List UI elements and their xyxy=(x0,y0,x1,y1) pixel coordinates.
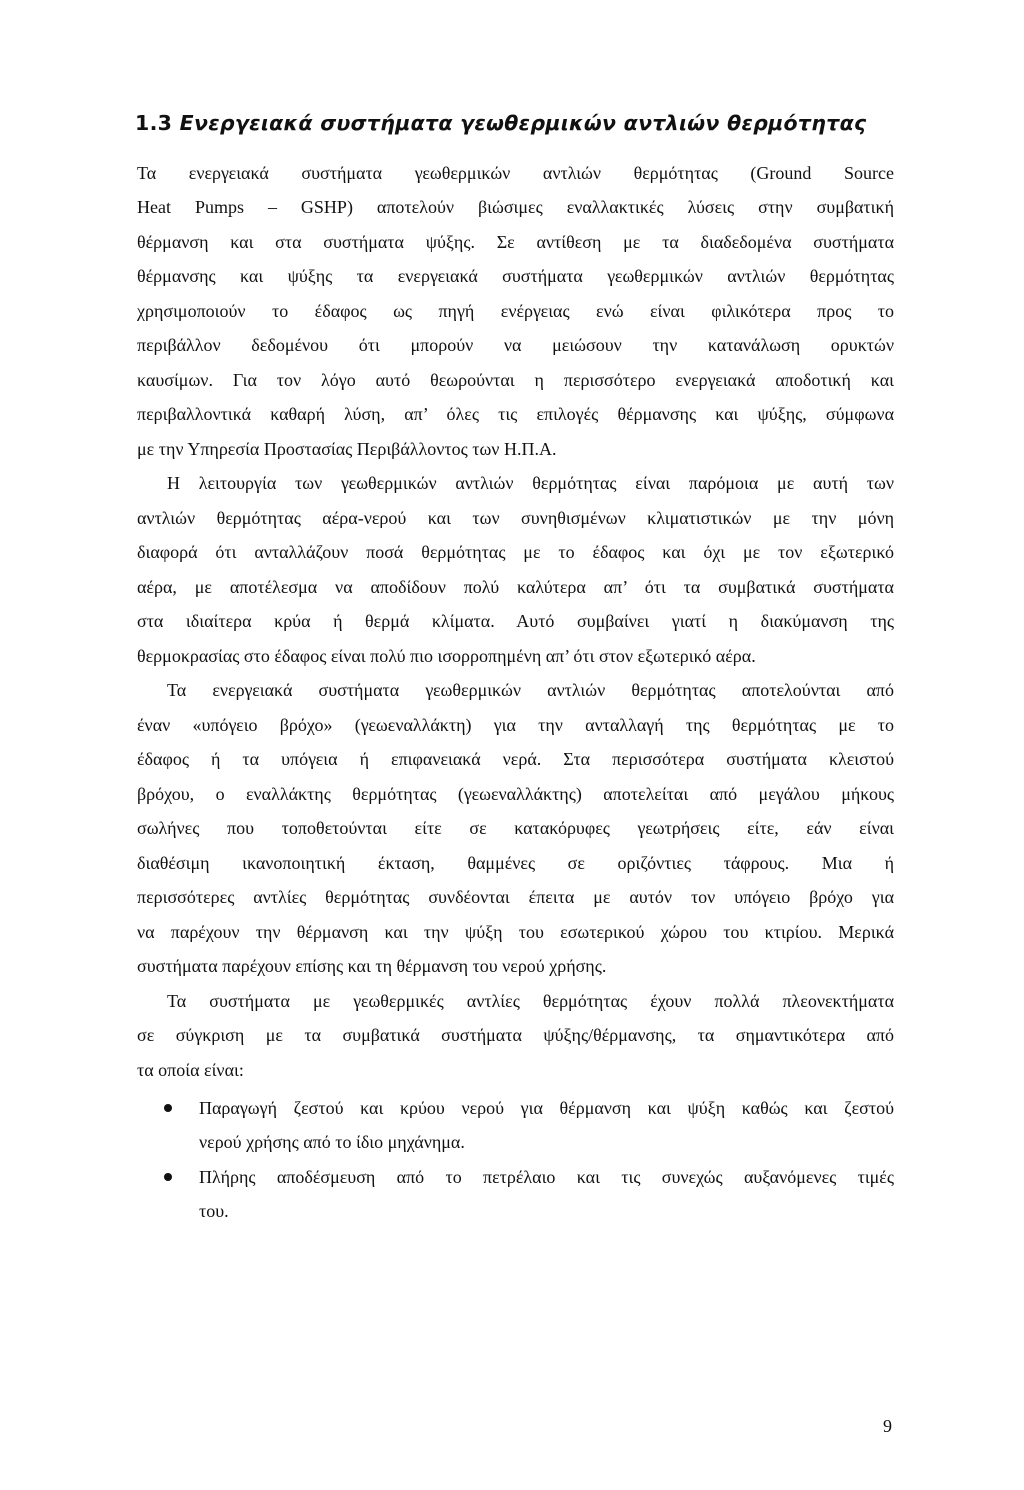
paragraph-line: Τα ενεργειακά συστήματα γεωθερμικών αντλιών θερμότητας αποτελούνται από xyxy=(167,680,894,700)
paragraph-line: Heat Pumps – GSHP) αποτελούν βιώσιμες εναλλακτικές λύσεις στην συμβατική xyxy=(137,197,894,217)
bullet-icon xyxy=(164,1104,172,1112)
paragraph-line: θέρμανσης και ψύξης τα ενεργειακά συστήματα γεωθερμικών αντλιών θερμότητας xyxy=(137,266,894,286)
paragraph-line: στα ιδιαίτερα κρύα ή θερμά κλίματα. Αυτό συμβαίνει γιατί η διακύμανση της xyxy=(137,611,894,631)
paragraph-line: συστήματα παρέχουν επίσης και τη θέρμανση του νερού χρήσης. xyxy=(137,956,607,976)
paragraph-line: με την Υπηρεσία Προστασίας Περιβάλλοντος των Η.Π.Α. xyxy=(137,439,557,459)
section-title: Ενεργειακά συστήματα γεωθερμικών αντλιών θερμότητας xyxy=(179,111,867,135)
paragraph-line: σωλήνες που τοποθετούνται είτε σε κατακόρυφες γεωτρήσεις είτε, εάν είναι xyxy=(137,818,894,838)
paragraph-line: διαθέσιμη ικανοποιητική έκταση, θαμμένες σε οριζόντιες τάφρους. Μια ή xyxy=(137,853,894,873)
list-item-line: του. xyxy=(199,1201,229,1221)
section-number: 1.3 xyxy=(135,111,173,135)
paragraph-line: τα οποία είναι: xyxy=(137,1060,244,1080)
paragraph-line: να παρέχουν την θέρμανση και την ψύξη του εσωτερικού χώρου του κτιρίου. Μερικά xyxy=(137,922,894,942)
list-item-line: Πλήρης αποδέσμευση από το πετρέλαιο και τις συνεχώς αυξανόμενες τιμές xyxy=(199,1167,894,1187)
paragraph-line: καυσίμων. Για τον λόγο αυτό θεωρούνται η περισσότερο ενεργειακά αποδοτική και xyxy=(137,370,894,390)
paragraph-line: έδαφος ή τα υπόγεια ή επιφανειακά νερά. Στα περισσότερα συστήματα κλειστού xyxy=(137,749,894,769)
paragraph-line: διαφορά ότι ανταλλάζουν ποσά θερμότητας με το έδαφος και όχι με τον εξωτερικό xyxy=(137,542,894,562)
paragraph-line: χρησιμοποιούν το έδαφος ως πηγή ενέργειας ενώ είναι φιλικότερα προς το xyxy=(137,301,894,321)
bullet-icon xyxy=(164,1173,172,1181)
paragraph-line: αέρα, με αποτέλεσμα να αποδίδουν πολύ καλύτερα απ’ ότι τα συμβατικά συστήματα xyxy=(137,577,894,597)
paragraph-line: θέρμανση και στα συστήματα ψύξης. Σε αντίθεση με τα διαδεδομένα συστήματα xyxy=(137,232,894,252)
paragraph-line: θερμοκρασίας στο έδαφος είναι πολύ πιο ισορροπημένη απ’ ότι στον εξωτερικό αέρα. xyxy=(137,646,756,666)
page-number: 9 xyxy=(883,1416,892,1436)
paragraph-line: Η λειτουργία των γεωθερμικών αντλιών θερμότητας είναι παρόμοια με αυτή των xyxy=(167,473,894,493)
paragraph-line: βρόχου, ο εναλλάκτης θερμότητας (γεωεναλλάκτης) αποτελείται από μεγάλου μήκους xyxy=(137,784,894,804)
list-item-line: νερού χρήσης από το ίδιο μηχάνημα. xyxy=(199,1132,465,1152)
paragraph-line: περιβαλλοντικά καθαρή λύση, απ’ όλες τις επιλογές θέρμανσης και ψύξης, σύμφωνα xyxy=(137,404,894,424)
paragraph-line: περισσότερες αντλίες θερμότητας συνδέονται έπειτα με αυτόν τον υπόγειο βρόχο για xyxy=(137,887,894,907)
paragraph-line: αντλιών θερμότητας αέρα-νερού και των συνηθισμένων κλιματιστικών με την μόνη xyxy=(137,508,894,528)
paragraph-line: Τα συστήματα με γεωθερμικές αντλίες θερμότητας έχουν πολλά πλεονεκτήματα xyxy=(167,991,894,1011)
section-heading xyxy=(135,111,915,135)
paragraph-line: σε σύγκριση με τα συμβατικά συστήματα ψύξης/θέρμανσης, τα σημαντικότερα από xyxy=(137,1025,894,1045)
list-item-line: Παραγωγή ζεστού και κρύου νερού για θέρμανση και ψύξη καθώς και ζεστού xyxy=(199,1098,894,1118)
paragraph-line: Τα ενεργειακά συστήματα γεωθερμικών αντλιών θερμότητας (Ground Source xyxy=(137,163,894,183)
paragraph-line: περιβάλλον δεδομένου ότι μπορούν να μειώσουν την κατανάλωση ορυκτών xyxy=(137,335,894,355)
paragraph-line: έναν «υπόγειο βρόχο» (γεωεναλλάκτη) για την ανταλλαγή της θερμότητας με το xyxy=(137,715,894,735)
